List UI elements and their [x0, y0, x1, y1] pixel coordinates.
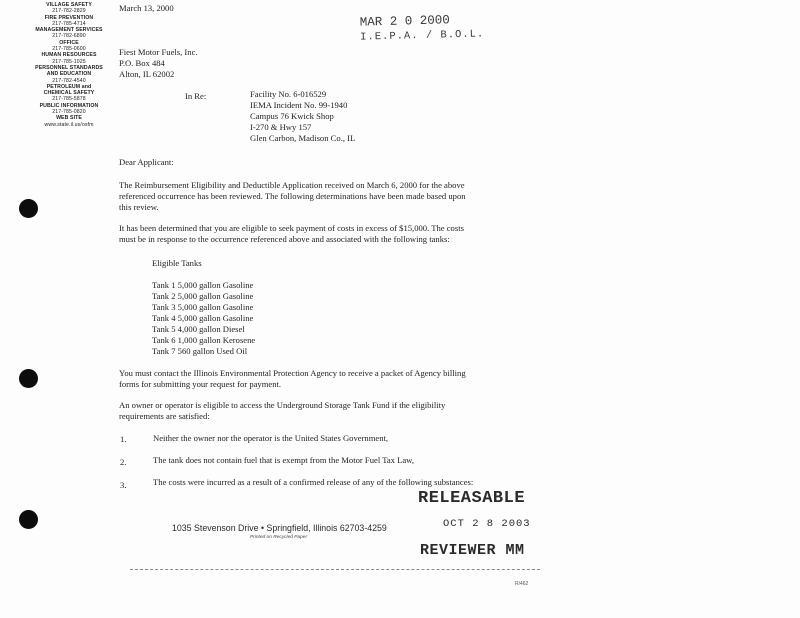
body-line: forms for submitting your request for payment. [119, 379, 282, 389]
sidebar-phone: 217-785-5878 [52, 96, 86, 103]
sidebar-phone: 217-785-0820 [52, 109, 86, 116]
sidebar-label: PERSONNEL STANDARDS [35, 64, 103, 71]
sidebar-label: FIRE PREVENTION [44, 14, 94, 21]
page-mark: R/462 [515, 581, 529, 587]
body-line: You must contact the Illinois Environmental Protection Agency to receive a packet of Agency billing [119, 368, 466, 378]
sidebar-phone: 217-785-4714 [52, 20, 86, 27]
salutation: Dear Applicant: [119, 157, 174, 167]
received-stamp-date: MAR 2 0 2000 [359, 13, 450, 30]
sidebar-label: VILLAGE SAFETY [46, 2, 92, 8]
recipient-line: Fiest Motor Fuels, Inc. [119, 47, 198, 57]
recipient-line: P.O. Box 484 [119, 58, 165, 68]
body-line: this review. [119, 202, 159, 212]
body-line: requirements are satisfied: [119, 411, 210, 421]
sidebar-label: PETROLEUM and [46, 83, 92, 90]
letter-date: March 13, 2000 [119, 3, 174, 13]
re-line: IEMA Incident No. 99-1940 [250, 100, 348, 110]
sidebar-label: WEB SITE [56, 115, 82, 122]
releasable-stamp: RELEASABLE [418, 489, 526, 508]
footer-address: 1035 Stevenson Drive • Springfield, Illinois 62703-4259 [172, 523, 387, 533]
tank-item: Tank 3 5,000 gallon Gasoline [152, 302, 254, 312]
re-label: In Re: [185, 91, 207, 101]
tank-item: Tank 6 1,000 gallon Kerosene [152, 335, 256, 345]
tank-item: Tank 1 5,000 gallon Gasoline [152, 280, 254, 290]
requirement-number: 3. [120, 480, 127, 490]
body-line: It has been determined that you are eligible to seek payment of costs in excess of $15,000. The costs [119, 223, 464, 233]
requirement-number: 2. [120, 457, 127, 467]
sidebar-phone: 217-782-4540 [52, 77, 86, 84]
tank-item: Tank 5 4,000 gallon Diesel [152, 324, 245, 334]
tank-item: Tank 7 560 gallon Used Oil [152, 346, 248, 356]
reviewer-stamp: REVIEWER MM [420, 542, 525, 559]
sidebar-label: HUMAN RESOURCES [41, 52, 97, 59]
sidebar-label: PUBLIC INFORMATION [39, 102, 99, 109]
sidebar-label: CHEMICAL SAFETY [43, 90, 95, 97]
sidebar-label: MANAGEMENT SERVICES [35, 27, 103, 34]
received-stamp [360, 12, 485, 45]
received-stamp-edge [362, 0, 462, 1]
re-line: Facility No. 6-016529 [250, 89, 327, 99]
sidebar-phone: 217-785-0600 [52, 46, 86, 53]
punch-hole [19, 199, 38, 218]
tank-item: Tank 4 5,000 gallon Gasoline [152, 313, 254, 323]
recipient-line: Alton, IL 62002 [119, 69, 175, 79]
tanks-heading: Eligible Tanks [152, 258, 202, 268]
tank-item: Tank 2 5,000 gallon Gasoline [152, 291, 254, 301]
sidebar-phone: 217-782-6890 [52, 33, 86, 40]
requirement-text: The costs were incurred as a result of a confirmed release of any of the following substances: [153, 477, 474, 487]
requirement-text: Neither the owner nor the operator is the United States Government, [153, 433, 389, 443]
re-line: Campus 76 Kwick Shop [250, 111, 334, 121]
punch-hole [19, 369, 38, 388]
requirement-number: 1. [120, 434, 127, 444]
sidebar-phone: www.state.il.us/osfm [44, 121, 94, 128]
sidebar-phone: 217-782-2829 [52, 8, 86, 15]
bottom-rule [130, 569, 540, 570]
body-line: The Reimbursement Eligibility and Deductible Application received on March 6, 2000 for the above [119, 180, 465, 190]
punch-hole [19, 510, 38, 529]
requirement-text: The tank does not contain fuel that is exempt from the Motor Fuel Tax Law, [153, 455, 414, 465]
sidebar-phone: 217-785-1025 [52, 58, 86, 65]
sidebar-label: AND EDUCATION [46, 71, 92, 78]
body-line: must be in response to the occurrence referenced above and associated with the following tanks: [119, 234, 450, 244]
department-sidebar [30, 2, 108, 128]
received-stamp-office: I.E.P.A. / B.O.L. [360, 28, 485, 44]
re-line: Glen Carbon, Madison Co., IL [250, 133, 356, 143]
re-line: I-270 & Hwy 157 [250, 122, 312, 132]
footer-printed-note: Printed on Recycled Paper [250, 535, 308, 540]
body-line: referenced occurrence has been reviewed. The following determinations have been made based upon [119, 191, 466, 201]
sidebar-label: OFFICE [59, 39, 79, 46]
body-line: An owner or operator is eligible to access the Underground Storage Tank Fund if the eligibility [119, 400, 446, 410]
release-date-stamp: OCT 2 8 2003 [443, 518, 531, 530]
